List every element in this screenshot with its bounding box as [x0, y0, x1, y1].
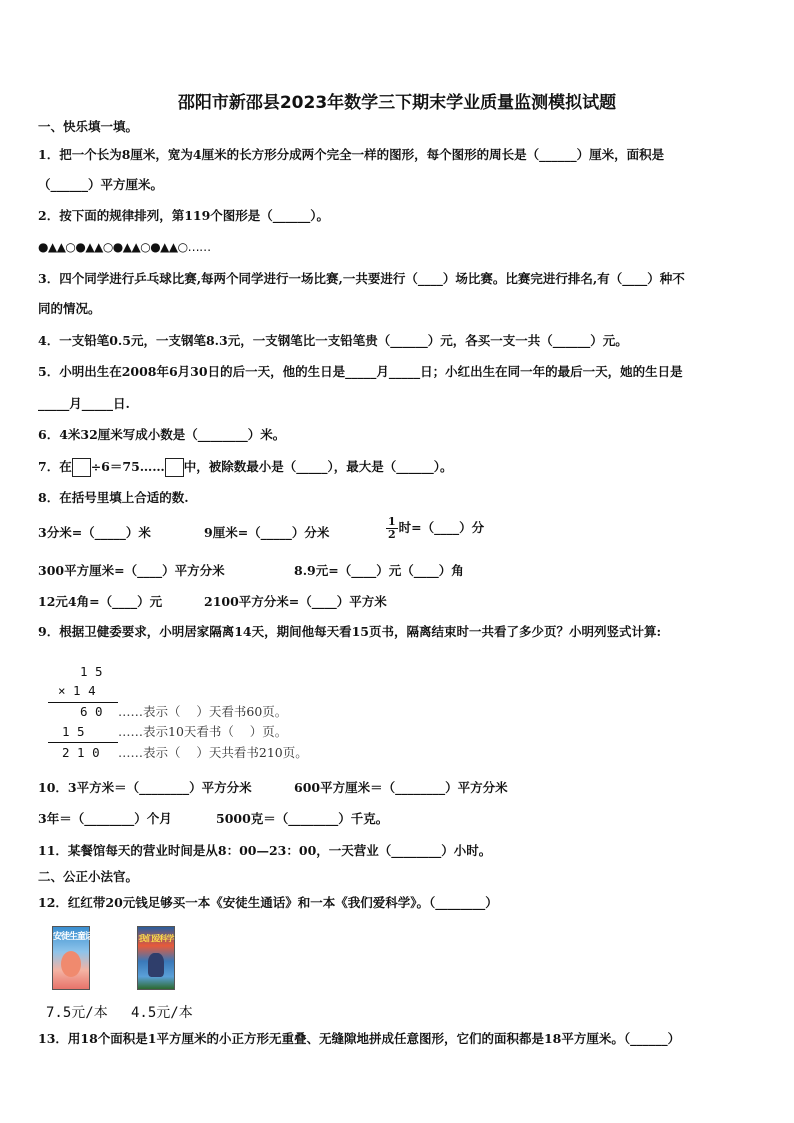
question-3-line-2: 同的情况。 — [38, 301, 101, 316]
book-cover-andersen: 安徒生童话 — [52, 926, 90, 990]
question-12: 12．红红带20元钱足够买一本《安徒生通话》和一本《我们爱科学》。（________） — [38, 895, 498, 910]
question-10-b: 600平方厘米＝（________）平方分米 — [294, 780, 508, 795]
question-5-line-1: 5．小明出生在2008年6月30日的后一天，他的生日是_____月_____日；小红出生在同一年的最后一天，她的生日是 — [38, 364, 683, 379]
calc-partial-1: 6 0 — [80, 704, 103, 719]
question-2: 2．按下面的规律排列，第119个图形是（______）。 — [38, 208, 330, 223]
question-1-line-2: （______）平方厘米。 — [38, 177, 164, 192]
book-cover-science: 我们爱科学 — [137, 926, 175, 990]
question-2-pattern: ●▲▲○●▲▲○●▲▲○●▲▲○…… — [38, 240, 211, 254]
calc-multiplicand: 1 5 — [80, 664, 103, 679]
question-8-row-1-a: 3分米=（_____）米 — [38, 525, 151, 540]
question-10-c: 3年＝（________）个月 — [38, 811, 172, 826]
question-13: 13．用18个面积是1平方厘米的小正方形无重叠、无缝隙地拼成任意图形，它们的面积都是18平方厘米。（______） — [38, 1031, 681, 1046]
calc-rule — [48, 702, 118, 703]
answer-box[interactable] — [165, 458, 184, 477]
question-8-row-1-b: 9厘米=（_____）分米 — [204, 525, 330, 540]
section-1-heading: 一、快乐填一填。 — [38, 119, 139, 134]
illustration-figure — [61, 951, 81, 977]
question-1-line-1: 1．把一个长为8厘米，宽为4厘米的长方形分成两个完全一样的图形，每个图形的周长是（______）厘米，面积是 — [38, 147, 665, 162]
calc-note-3: ……表示（ ）天共看书210页。 — [118, 745, 308, 760]
fraction-half: $\frac{1}{2}$ — [388, 515, 396, 541]
question-7 — [38, 458, 453, 477]
calc-note-2: ……表示10天看书（ ）页。 — [118, 724, 288, 739]
illustration-figure — [148, 953, 164, 977]
question-7-prefix: 7．在 — [38, 459, 72, 474]
calc-note-1: ……表示（ ）天看书60页。 — [118, 704, 288, 719]
question-3-line-1: 3．四个同学进行乒乓球比赛,每两个同学进行一场比赛,一共要进行（____）场比赛。比赛完进行排名,有（____）种不 — [38, 271, 685, 286]
answer-box[interactable] — [72, 458, 91, 477]
question-5-line-2: _____月_____日. — [38, 396, 130, 411]
page-title: 邵阳市新邵县2023年数学三下期末学业质量监测模拟试题 — [177, 93, 617, 113]
section-2-heading: 二、公正小法官。 — [38, 869, 139, 884]
question-4: 4．一支铅笔0.5元，一支钢笔8.3元，一支钢笔比一支铅笔贵（______）元，各买一支一共（______）元。 — [38, 333, 628, 348]
question-8-row-2-a: 300平方厘米=（____）平方分米 — [38, 563, 225, 578]
calc-product: 2 1 0 — [62, 745, 100, 760]
question-8-row-3-b: 2100平方分米=（____）平方米 — [204, 594, 387, 609]
calc-partial-2: 1 5 — [62, 724, 85, 739]
question-8-row-2-b: 8.9元=（____）元（____）角 — [294, 563, 464, 578]
question-7-middle: ÷6＝75…… — [90, 459, 165, 474]
question-8-row-1-c: $\frac{1}{2}$ 时=（____）分 — [388, 515, 485, 541]
book-1-price: 7.5元/本 — [46, 1005, 108, 1021]
question-10-d: 5000克＝（________）千克。 — [216, 811, 389, 826]
calc-multiplier: × 1 4 — [58, 683, 96, 698]
question-6: 6．4米32厘米写成小数是（________）米。 — [38, 427, 286, 442]
question-10-a: 10．3平方米＝（________）平方分米 — [38, 780, 252, 795]
question-7-suffix: 中，被除数最小是（_____），最大是（______）。 — [183, 459, 453, 474]
question-9: 9．根据卫健委要求，小明居家隔离14天，期间他每天看15页书，隔离结束时一共看了多少页？小明列竖式计算: — [38, 624, 662, 639]
question-8-row-3-a: 12元4角=（____）元 — [38, 594, 163, 609]
calc-rule — [48, 742, 118, 743]
question-11: 11．某餐馆每天的营业时间是从8：00—23：00，一天营业（________）小时。 — [38, 843, 492, 858]
book-2-price: 4.5元/本 — [131, 1005, 193, 1021]
question-8: 8．在括号里填上合适的数. — [38, 490, 189, 505]
